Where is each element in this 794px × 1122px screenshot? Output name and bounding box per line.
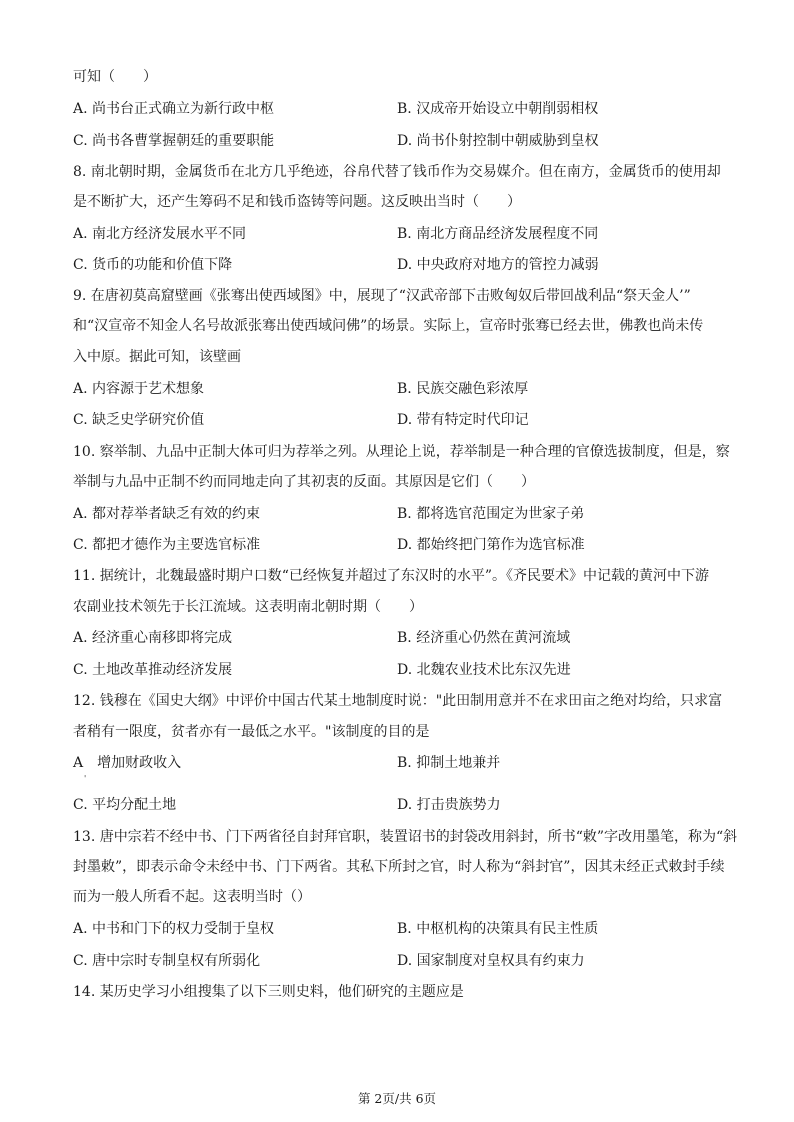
q14-stem-line-1: 14. 某历史学习小组搜集了以下三则史料，他们研究的主题应是 (73, 984, 464, 1000)
q9-stem-line-2: 和“汉宣帝不知金人名号故派张骞出使西域问佛”的场景。实际上，宣帝时张骞已经去世，佛教也尚未传 (73, 318, 704, 334)
q12-option-c: C. 平均分配土地 (73, 797, 177, 813)
q12-option-d: D. 打击贵族势力 (397, 797, 501, 813)
q9-option-d: D. 带有特定时代印记 (397, 412, 529, 428)
q12-option-b: B. 抑制土地兼并 (397, 755, 501, 771)
q11-stem-line-1: 11. 据统计，北魏最盛时期户口数“已经恢复并超过了东汉时的水平”。《齐民要术》中记载的黄河中下游 (73, 568, 710, 584)
stray-mark: ' (84, 774, 87, 783)
q11-option-d: D. 北魏农业技术比东汉先进 (397, 662, 571, 678)
q10-option-a: A. 都对荐举者缺乏有效的约束 (73, 506, 261, 522)
q13-option-d: D. 国家制度对皇权具有约束力 (397, 953, 585, 969)
page-footer: 第 2页/共 6页 (357, 1091, 437, 1106)
q13-option-b: B. 中枢机构的决策具有民主性质 (397, 921, 599, 937)
q8-option-d: D. 中央政府对地方的管控力减弱 (397, 257, 599, 273)
q13-option-c: C. 唐中宗时专制皇权有所弱化 (73, 953, 261, 969)
q9-stem-line-3: 入中原。据此可知，该壁画 (73, 349, 241, 365)
q8-stem-line-1: 8. 南北朝时期，金属货币在北方几乎绝迹，谷帛代替了钱币作为交易媒介。但在南方，金属货币的使用却 (73, 164, 721, 180)
q13-stem-line-3: 而为一般人所看不起。这表明当时（） (73, 889, 311, 905)
q7-stem-tail: 可知（ ） (73, 69, 157, 85)
q8-stem-line-2: 是不断扩大，还产生筹码不足和钱币盗铸等问题。这反映出当时（ ） (73, 194, 521, 210)
q13-stem-line-1: 13. 唐中宗若不经中书、门下两省径自封拜官职，装置诏书的封袋改用斜封，所书“敕”字改用墨笔，称为“斜 (73, 829, 738, 845)
q8-option-c: C. 货币的功能和价值下降 (73, 257, 233, 273)
q7-option-a: A. 尚书台正式确立为新行政中枢 (73, 101, 275, 117)
q7-option-d: D. 尚书仆射控制中朝威胁到皇权 (397, 133, 599, 149)
q7-option-b: B. 汉成帝开始设立中朝削弱相权 (397, 101, 599, 117)
q13-stem-line-2: 封墨敕”，即表示命令未经中书、门下两省。其私下所封之官，时人称为“斜封官”，因其未经正式敕封手续 (73, 859, 725, 875)
q10-option-b: B. 都将选官范围定为世家子弟 (397, 506, 585, 522)
q10-option-c: C. 都把才德作为主要选官标准 (73, 537, 261, 553)
q9-stem-line-1: 9. 在唐初莫高窟壁画《张骞出使西域图》中，展现了“汉武帝部下击败匈奴后带回战利品“祭天金人’” (73, 288, 691, 304)
q9-option-a: A. 内容源于艺术想象 (73, 381, 205, 397)
q11-option-a: A. 经济重心南移即将完成 (73, 630, 233, 646)
q8-option-b: B. 南北方商品经济发展程度不同 (397, 226, 599, 242)
q8-option-a: A. 南北方经济发展水平不同 (73, 226, 247, 242)
q11-option-b: B. 经济重心仍然在黄河流域 (397, 630, 571, 646)
q7-option-c: C. 尚书各曹掌握朝廷的重要职能 (73, 133, 275, 149)
q11-stem-line-2: 农副业技术领先于长江流域。这表明南北朝时期（ ） (73, 599, 423, 615)
q9-option-b: B. 民族交融色彩浓厚 (397, 381, 529, 397)
q10-option-d: D. 都始终把门第作为选官标准 (397, 537, 585, 553)
q12-stem-line-1: 12. 钱穆在《国史大纲》中评价中国古代某土地制度时说："此田制用意并不在求田亩之绝对均给，只求富 (73, 693, 723, 709)
q10-stem-line-2: 举制与九品中正制不约而同地走向了其初衷的反面。其原因是它们（ ） (73, 474, 535, 490)
q11-option-c: C. 土地改革推动经济发展 (73, 662, 233, 678)
q12-stem-line-2: 者稍有一限度，贫者亦有一最低之水平。"该制度的目的是 (73, 724, 430, 740)
q9-option-c: C. 缺乏史学研究价值 (73, 412, 205, 428)
q13-option-a: A. 中书和门下的权力受制于皇权 (73, 921, 275, 937)
q12-option-a: A 增加财政收入 (73, 755, 182, 771)
q10-stem-line-1: 10. 察举制、九品中正制大体可归为荐举之列。从理论上说，荐举制是一种合理的官僚选拔制度，但是，察 (73, 444, 730, 460)
